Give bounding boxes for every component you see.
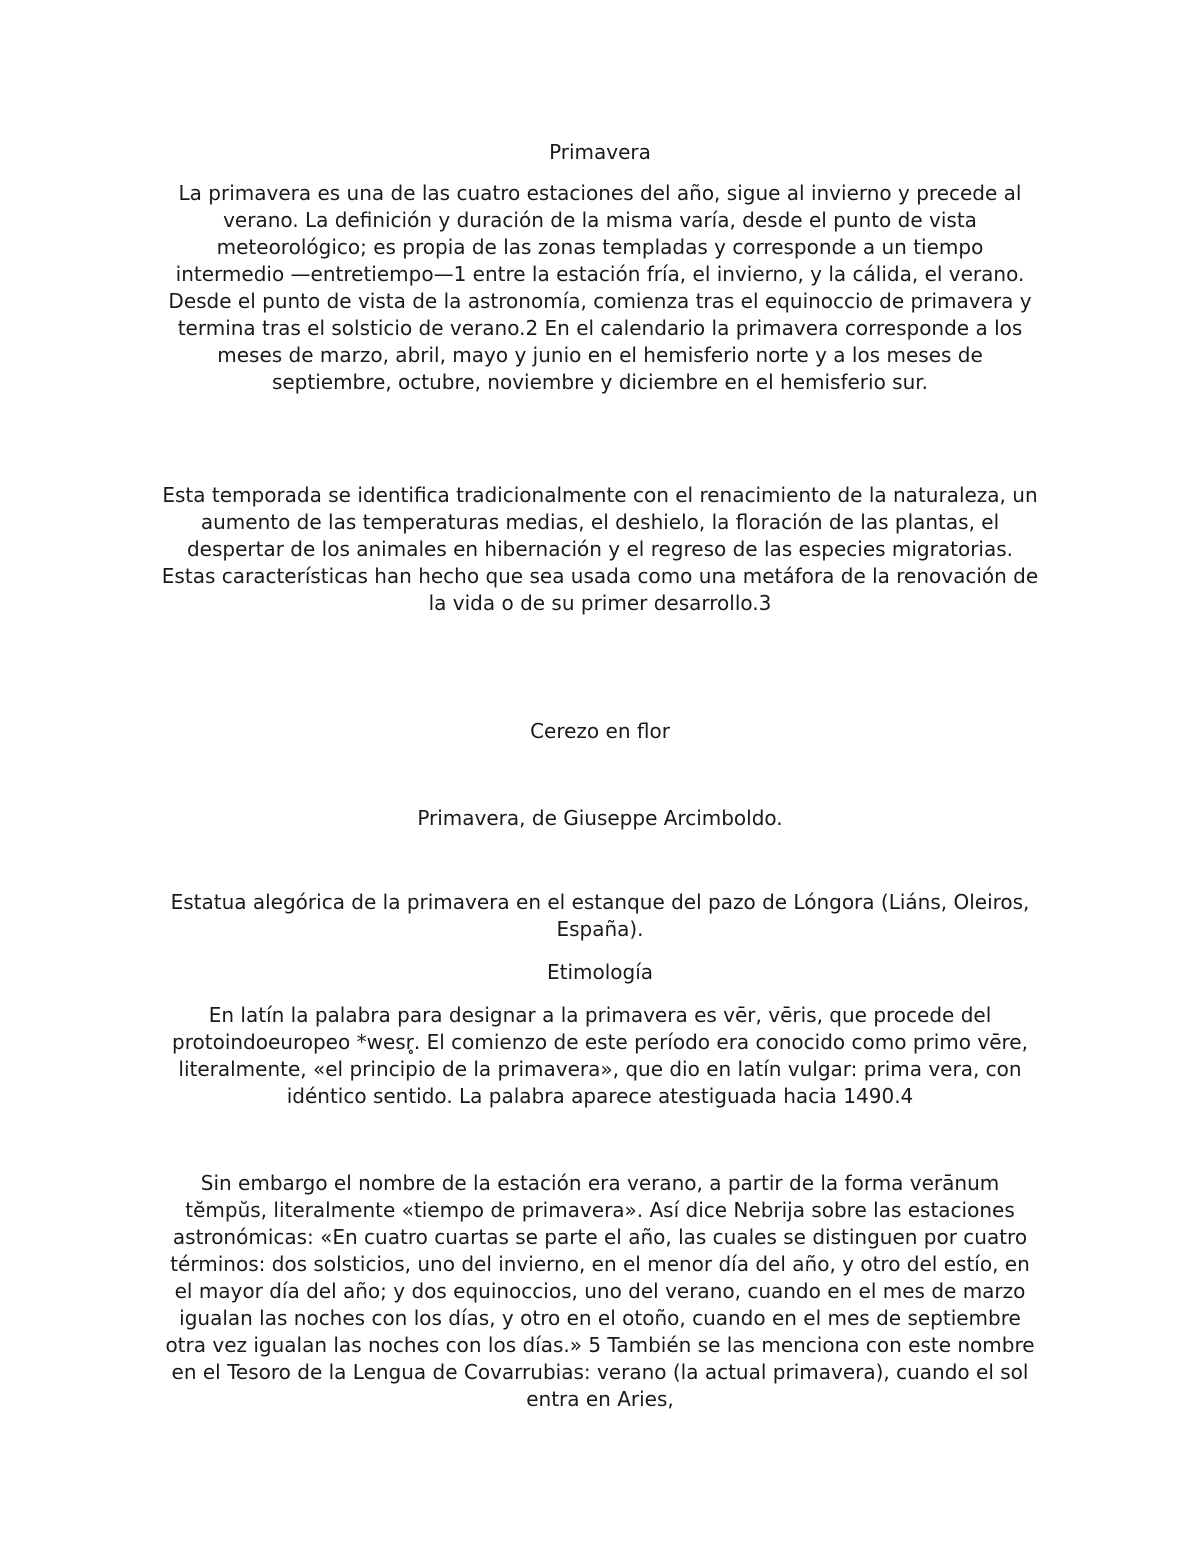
section-heading-etymology: Etimología	[546, 960, 654, 984]
paragraph-etymology-latin: En latín la palabra para designar a la primavera es vēr, vēris, que procede del protoindoeuropeo *wesr̥. El comienzo de este período era conocido como primo vēre, literalmente, «el principio de la primavera», que dio en latín vulgar: prima vera, con idéntico sentido. La palabra aparece atestiguada hacia 1490.4	[172, 1003, 1028, 1108]
caption-statue: Estatua alegórica de la primavera en el estanque del pazo de Lóngora (Liáns, Oleiros, España).	[170, 890, 1030, 941]
document-title: Primavera	[549, 140, 651, 164]
paragraph-etymology-verano: Sin embargo el nombre de la estación era verano, a partir de la forma verānum tĕmpŭs, literalmente «tiempo de primavera». Así dice Nebrija sobre las estaciones astronómicas: «En cuatro cuartas se parte el año, las cuales se distinguen por cuatro términos: dos solsticios, uno del invierno, en el menor día del año, y otro del estío, en el mayor día del año; y dos equinoccios, uno del verano, cuando en el mes de marzo igualan las noches con los días, y otro en el otoño, cuando en el mes de septiembre otra vez igualan las noches con los días.» 5 También se las menciona con este nombre en el Tesoro de la Lengua de Covarrubias: verano (la actual primavera), cuando el sol entra en Aries,	[165, 1171, 1035, 1411]
paragraph-season-traits: Esta temporada se identifica tradicionalmente con el renacimiento de la naturaleza, un aumento de las temperaturas medias, el deshielo, la floración de las plantas, el despertar de los animales en hibernación y el regreso de las especies migratorias. Estas características han hecho que sea usada como una metáfora de la renovación de la vida o de su primer desarrollo.3	[161, 483, 1039, 615]
paragraph-intro: La primavera es una de las cuatro estaciones del año, sigue al invierno y precede al verano. La definición y duración de la misma varía, desde el punto de vista meteorológico; es propia de las zonas templadas y corresponde a un tiempo intermedio —entretiempo—1 entre la estación fría, el invierno, y la cálida, el verano. Desde el punto de vista de la astronomía, comienza tras el equinoccio de primavera y termina tras el solsticio de verano.2 En el calendario la primavera corresponde a los meses de marzo, abril, mayo y junio en el hemisferio norte y a los meses de septiembre, octubre, noviembre y diciembre en el hemisferio sur.	[168, 181, 1032, 394]
caption-cherry-blossom: Cerezo en flor	[530, 719, 670, 743]
caption-arcimboldo: Primavera, de Giuseppe Arcimboldo.	[417, 806, 783, 830]
